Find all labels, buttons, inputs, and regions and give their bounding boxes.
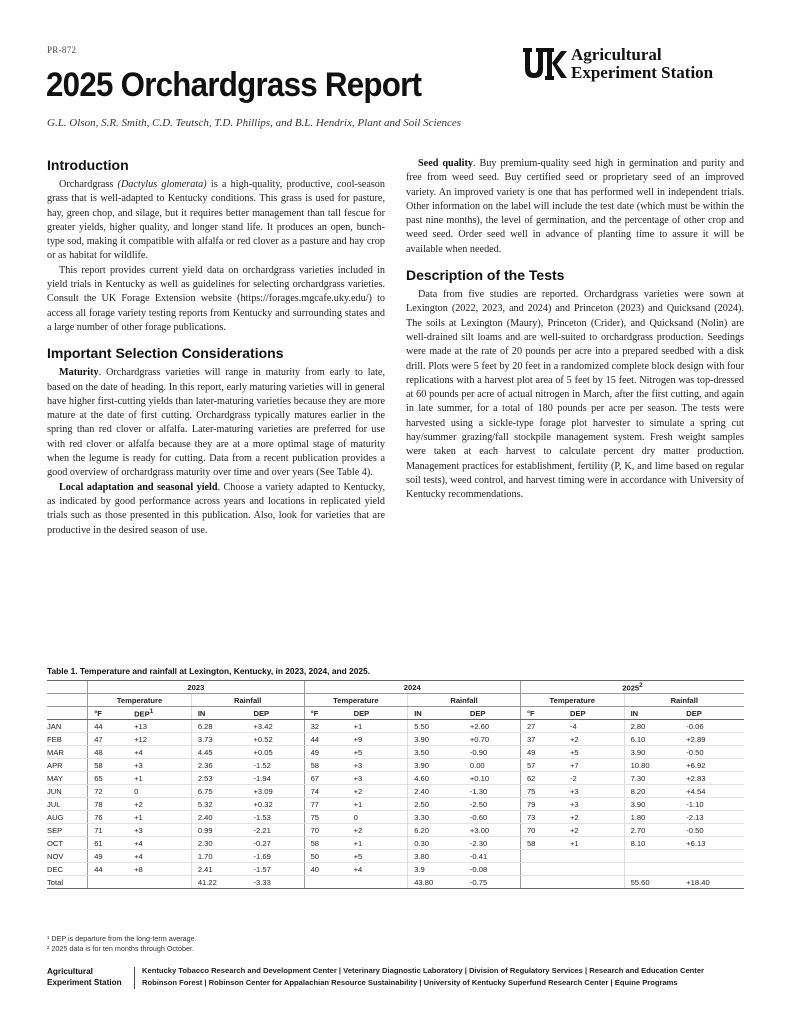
rain-dep-cell: -2.21 xyxy=(248,824,305,837)
temp-f-cell: 47 xyxy=(88,733,128,746)
rain-in-cell: 43.80 xyxy=(408,876,464,889)
rain-dep-cell: -0.27 xyxy=(248,837,305,850)
temp-f-cell: 70 xyxy=(304,824,348,837)
rain-in-cell: 3.50 xyxy=(408,746,464,759)
rain-dep-cell: -1.94 xyxy=(248,772,305,785)
temp-dep-cell: +8 xyxy=(128,863,191,876)
temp-dep-cell: +2 xyxy=(564,811,624,824)
rain-dep-cell: +6.13 xyxy=(680,837,744,850)
temp-f-cell: 44 xyxy=(88,720,128,733)
rain-dep-cell: -1.10 xyxy=(680,798,744,811)
rain-dep-cell: +0.10 xyxy=(464,772,521,785)
temp-dep-cell: +2 xyxy=(348,824,408,837)
group-temperature: Temperature xyxy=(88,694,192,707)
rain-dep-cell: -1.30 xyxy=(464,785,521,798)
rain-in-cell: 3.73 xyxy=(191,733,247,746)
temp-f-cell: 49 xyxy=(304,746,348,759)
rain-dep-cell: +2.89 xyxy=(680,733,744,746)
year-header-2023: 2023 xyxy=(88,681,304,694)
temp-dep-cell: +3 xyxy=(348,772,408,785)
rain-dep-cell: +0.32 xyxy=(248,798,305,811)
rain-dep-cell: -0.75 xyxy=(464,876,521,889)
uk-logo-icon xyxy=(523,46,567,82)
footer-brand-line-2: Experiment Station xyxy=(47,978,122,987)
rain-dep-cell: -0.90 xyxy=(464,746,521,759)
rain-dep-cell: +2.83 xyxy=(680,772,744,785)
temp-f-cell xyxy=(520,876,564,889)
temp-dep-cell: +3 xyxy=(564,798,624,811)
rain-in-cell: 2.40 xyxy=(408,785,464,798)
subheader-blank xyxy=(47,694,88,707)
unit-fahrenheit: °F xyxy=(88,707,128,720)
temp-f-cell: 76 xyxy=(88,811,128,824)
rain-in-cell: 3.90 xyxy=(624,746,680,759)
description-heading: Description of the Tests xyxy=(406,267,565,284)
temp-dep-cell: +4 xyxy=(128,746,191,759)
temp-dep-cell: +13 xyxy=(128,720,191,733)
temp-dep-cell: +4 xyxy=(128,850,191,863)
temp-dep-cell: -4 xyxy=(564,720,624,733)
temp-f-cell: 71 xyxy=(88,824,128,837)
rain-dep-cell: -2.50 xyxy=(464,798,521,811)
month-label: JAN xyxy=(47,720,88,733)
rain-in-cell: 3.9 xyxy=(408,863,464,876)
temp-f-cell xyxy=(520,850,564,863)
month-label: DEC xyxy=(47,863,88,876)
temp-f-cell: 27 xyxy=(520,720,564,733)
local-adaptation-paragraph xyxy=(47,481,385,538)
temp-f-cell: 40 xyxy=(304,863,348,876)
rain-in-cell: 2.53 xyxy=(191,772,247,785)
temp-dep-cell: +5 xyxy=(564,746,624,759)
rain-in-cell: 7.30 xyxy=(624,772,680,785)
table-row xyxy=(47,837,744,850)
logo-line-2: Experiment Station xyxy=(571,63,714,82)
rain-dep-cell: -1.52 xyxy=(248,759,305,772)
rain-dep-cell: -0.08 xyxy=(464,863,521,876)
rain-dep-cell: -0.50 xyxy=(680,746,744,759)
temp-dep-cell: +1 xyxy=(348,720,408,733)
month-label: MAR xyxy=(47,746,88,759)
temp-dep-cell: 0 xyxy=(348,811,408,824)
rain-in-cell: 2.40 xyxy=(191,811,247,824)
table-row xyxy=(47,733,744,746)
page-title: 2025 Orchardgrass Report xyxy=(46,66,422,104)
temp-dep-cell xyxy=(564,850,624,863)
local-text: . Choose a variety adapted to Kentucky, as indicated by good performance across years and locations in replicated yield trials such as those presented in this publication. Also, look for varieties that are productive in the desired season of use. xyxy=(47,481,385,536)
intro-heading: Introduction xyxy=(47,157,129,173)
rain-dep-cell: -0.60 xyxy=(464,811,521,824)
group-rainfall: Rainfall xyxy=(624,694,744,707)
selection-heading: Important Selection Considerations xyxy=(47,345,284,362)
rain-dep-cell: -0.41 xyxy=(464,850,521,863)
temp-dep-cell: +1 xyxy=(564,837,624,850)
intro-paragraph-1 xyxy=(47,178,385,264)
maturity-paragraph xyxy=(47,366,385,480)
rain-dep-cell: +18.40 xyxy=(680,876,744,889)
temp-dep-cell: +2 xyxy=(128,798,191,811)
rain-dep-cell: 0.00 xyxy=(464,759,521,772)
rain-dep-cell: +3.09 xyxy=(248,785,305,798)
temp-dep-cell: +4 xyxy=(348,863,408,876)
unit-fahrenheit: °F xyxy=(304,707,348,720)
rain-dep-cell: -1.53 xyxy=(248,811,305,824)
group-rainfall: Rainfall xyxy=(191,694,304,707)
rain-dep-cell: +3.00 xyxy=(464,824,521,837)
unit-rain-dep: DEP xyxy=(248,707,305,720)
rain-in-cell: 2.41 xyxy=(191,863,247,876)
temp-f-cell: 77 xyxy=(304,798,348,811)
temp-f-cell: 72 xyxy=(88,785,128,798)
table-row xyxy=(47,720,744,733)
temp-f-cell: 58 xyxy=(88,759,128,772)
unit-temp-dep: DEP xyxy=(564,707,624,720)
rain-dep-cell: -0.06 xyxy=(680,720,744,733)
rain-in-cell: 8.20 xyxy=(624,785,680,798)
temp-f-cell: 67 xyxy=(304,772,348,785)
temp-dep-cell: +4 xyxy=(128,837,191,850)
temp-f-cell xyxy=(520,863,564,876)
temp-f-cell: 32 xyxy=(304,720,348,733)
rain-in-cell: 2.30 xyxy=(191,837,247,850)
maturity-label: Maturity xyxy=(59,367,99,379)
year-2025-text: 2025 xyxy=(622,683,640,693)
table-row xyxy=(47,824,744,837)
seed-label: Seed quality xyxy=(418,158,473,169)
temp-f-cell: 70 xyxy=(520,824,564,837)
rain-in-cell: 1.70 xyxy=(191,850,247,863)
intro-text-a: Orchardgrass xyxy=(59,179,118,190)
rain-in-cell: 3.90 xyxy=(408,759,464,772)
seed-text: . Buy premium-quality seed high in germination and purity and free from weed seed. Buy certified seed or proprietary seed of an improved variety. An improved variety is one that has performed well in independent trials. Other information on the label will include the test date (which must be within the past nine months), the level of germination, and the percentage of other crop and weed seed. Order seed well in advance of planting time to assure it will be available when needed. xyxy=(406,158,744,255)
footer-units-line-2: Robinson Forest | Robinson Center for Appalachian Resource Sustainability | University of Kentucky Superfund Research Center | Equine Programs xyxy=(142,978,678,987)
temp-f-cell: 61 xyxy=(88,837,128,850)
unit-rain-dep: DEP xyxy=(680,707,744,720)
month-label: JUN xyxy=(47,785,88,798)
rain-in-cell: 0.99 xyxy=(191,824,247,837)
rain-in-cell: 3.30 xyxy=(408,811,464,824)
temp-dep-cell: +7 xyxy=(564,759,624,772)
rain-dep-cell xyxy=(680,863,744,876)
temp-dep-cell xyxy=(348,876,408,889)
total-row xyxy=(47,876,744,889)
temp-dep-cell xyxy=(128,876,191,889)
month-label: NOV xyxy=(47,850,88,863)
temp-dep-cell: +3 xyxy=(128,759,191,772)
temp-f-cell: 62 xyxy=(520,772,564,785)
rain-in-cell: 6.10 xyxy=(624,733,680,746)
unit-inches: IN xyxy=(408,707,464,720)
footer-brand-line-1: Agricultural xyxy=(47,967,93,976)
rain-dep-cell: -2.13 xyxy=(680,811,744,824)
intro-paragraph-2: This report provides current yield data on orchardgrass varieties included in yield trials in Kentucky as well as guidelines for selecting orchardgrass varieties. Consult the UK Forage Extension website (https://forages.mgcafe.uky.edu/) to access all forage variety testing reports from Kentucky and surrounding states and a large number of other forage publications. xyxy=(47,264,385,333)
rain-in-cell: 6.20 xyxy=(408,824,464,837)
rain-dep-cell: +2.60 xyxy=(464,720,521,733)
rain-in-cell: 2.80 xyxy=(624,720,680,733)
temp-f-cell: 78 xyxy=(88,798,128,811)
header-blank xyxy=(47,681,88,694)
intro-text-b: is a high-quality, productive, cool-season grass that is well-adapted to Kentucky conditions. This grass is used for pasture, hay, green chop, and silage, but it requires better management than tall fescue for greater yields, higher quality, and longer stand life. It produces an open, bunch-type sod, making it compatible with alfalfa or red clover as a pasture and hay crop or as habitat for wildlife. xyxy=(47,179,385,262)
uk-ag-experiment-station-logo xyxy=(523,46,748,86)
unit-blank xyxy=(47,707,88,720)
footnote-2: ² 2025 data is for ten months through October. xyxy=(47,944,195,953)
year-header-2024: 2024 xyxy=(304,681,520,694)
rain-in-cell: 4.45 xyxy=(191,746,247,759)
temp-dep-cell: +5 xyxy=(348,746,408,759)
rain-in-cell: 5.50 xyxy=(408,720,464,733)
rain-in-cell: 1.80 xyxy=(624,811,680,824)
temp-dep-cell: +9 xyxy=(348,733,408,746)
temp-dep-cell xyxy=(564,876,624,889)
footer xyxy=(47,966,744,990)
temp-f-cell: 49 xyxy=(520,746,564,759)
temp-dep-cell: -2 xyxy=(564,772,624,785)
rain-dep-cell: -1.69 xyxy=(248,850,305,863)
temp-f-cell: 44 xyxy=(88,863,128,876)
unit-fahrenheit: °F xyxy=(520,707,564,720)
rain-dep-cell: -1.57 xyxy=(248,863,305,876)
month-label: APR xyxy=(47,759,88,772)
month-label: JUL xyxy=(47,798,88,811)
month-label: MAY xyxy=(47,772,88,785)
month-label: OCT xyxy=(47,837,88,850)
rain-in-cell: 55.60 xyxy=(624,876,680,889)
rain-dep-cell: +0.05 xyxy=(248,746,305,759)
table-row xyxy=(47,863,744,876)
unit-rain-dep: DEP xyxy=(464,707,521,720)
rain-in-cell: 41.22 xyxy=(191,876,247,889)
rain-dep-cell: +3.42 xyxy=(248,720,305,733)
temp-f-cell: 49 xyxy=(88,850,128,863)
logo-line-1: Agricultural xyxy=(571,45,662,64)
footnote-mark-2: 2 xyxy=(639,681,643,689)
temp-f-cell: 79 xyxy=(520,798,564,811)
temp-f-cell xyxy=(304,876,348,889)
rain-dep-cell: +4.54 xyxy=(680,785,744,798)
table-row xyxy=(47,759,744,772)
month-label: FEB xyxy=(47,733,88,746)
weather-table xyxy=(47,680,744,889)
temp-f-cell: 58 xyxy=(520,837,564,850)
temp-dep-cell: +1 xyxy=(348,798,408,811)
temp-f-cell: 58 xyxy=(304,837,348,850)
unit-inches: IN xyxy=(624,707,680,720)
rain-in-cell: 2.70 xyxy=(624,824,680,837)
weather-table-body xyxy=(47,720,744,889)
rain-in-cell: 5.32 xyxy=(191,798,247,811)
description-paragraph: Data from five studies are reported. Orchardgrass varieties were sown at Lexington (2022, 2023, and 2024) and Princeton (2023) and Quicksand (2024). The soils at Lexington (Maury), Princeton (Crider), and Quicksand (Nolin) are well-drained silt loams and are well-suited to orchardgrass production. Seedings were made at the rate of 20 pounds per acre into a prepared seedbed with a disk drill. Plots were 5 feet by 20 feet in a randomized complete block design with four replications with a harvest plot area of 5 feet by 15 feet. Nitrogen was top-dressed at 60 pounds per acre of actual nitrogen in March, after the first cutting, and again in late summer, for a total of 180 pounds per acre per season. The tests were harvested using a sickle-type forage plot harvester to simulate a spring cut hay/summer grazing/fall stockpile management system. Fresh weight samples were taken at each harvest to calculate percent dry matter production. Management practices for establishment, fertility (P, K, and lime based on regular soil tests), weed control, and harvest timing were in accordance with University of Kentucky recommendations. xyxy=(406,289,744,501)
temp-dep-cell: +1 xyxy=(128,772,191,785)
table-row xyxy=(47,811,744,824)
table-row xyxy=(47,798,744,811)
unit-header-row xyxy=(47,707,744,720)
rain-dep-cell: +6.92 xyxy=(680,759,744,772)
unit-inches: IN xyxy=(191,707,247,720)
maturity-text: . Orchardgrass varieties will range in maturity from early to late, based on the date of heading. In this report, early maturing varieties will in general have higher first-cutting yields than later-maturing varieties because they are more mature at the date of first cutting. Orchardgrass typically matures earlier in the spring than red clover or alfalfa. Later-maturing varieties are preferred for use with red clover or alfalfa because they are at a more optimal stage of maturity when the legume is ready for cutting. Data from a recent publication provides a good overview of orchardgrass maturity over time and over years (See Table 4). xyxy=(47,367,385,479)
rain-in-cell: 2.50 xyxy=(408,798,464,811)
latin-name: (Dactylus glomerata) xyxy=(117,179,207,190)
right-column xyxy=(406,157,744,503)
temp-f-cell: 50 xyxy=(304,850,348,863)
footer-brand xyxy=(47,966,122,988)
temp-f-cell: 48 xyxy=(88,746,128,759)
temp-f-cell: 74 xyxy=(304,785,348,798)
temp-dep-cell: +3 xyxy=(564,785,624,798)
rain-in-cell: 6.75 xyxy=(191,785,247,798)
temp-dep-cell: +3 xyxy=(128,824,191,837)
temp-f-cell: 65 xyxy=(88,772,128,785)
temp-f-cell: 73 xyxy=(520,811,564,824)
temp-dep-cell xyxy=(564,863,624,876)
temp-f-cell: 75 xyxy=(520,785,564,798)
month-label: SEP xyxy=(47,824,88,837)
year-header-2025 xyxy=(520,681,744,694)
temp-dep-cell: +12 xyxy=(128,733,191,746)
temp-dep-cell: +5 xyxy=(348,850,408,863)
rain-in-cell: 8.10 xyxy=(624,837,680,850)
seed-quality-paragraph xyxy=(406,157,744,257)
logo-wordmark xyxy=(571,46,713,82)
temp-dep-cell: +3 xyxy=(348,759,408,772)
temp-f-cell: 58 xyxy=(304,759,348,772)
rain-in-cell: 3.90 xyxy=(624,798,680,811)
rain-dep-cell: +0.52 xyxy=(248,733,305,746)
left-column xyxy=(47,157,385,538)
rain-in-cell: 4.60 xyxy=(408,772,464,785)
rain-in-cell: 2.36 xyxy=(191,759,247,772)
rain-in-cell: 6.28 xyxy=(191,720,247,733)
temp-f-cell: 37 xyxy=(520,733,564,746)
temp-dep-cell: +2 xyxy=(348,785,408,798)
table-row xyxy=(47,850,744,863)
table-row xyxy=(47,785,744,798)
temp-f-cell: 44 xyxy=(304,733,348,746)
group-rainfall: Rainfall xyxy=(408,694,521,707)
month-label: Total xyxy=(47,876,88,889)
rain-dep-cell: +0.70 xyxy=(464,733,521,746)
unit-temp-dep: DEP$^1$ xyxy=(128,707,191,720)
group-temperature: Temperature xyxy=(520,694,624,707)
rain-dep-cell: -2.30 xyxy=(464,837,521,850)
footnote-mark-1: 1 xyxy=(149,707,154,715)
month-label: AUG xyxy=(47,811,88,824)
temp-dep-cell: +1 xyxy=(348,837,408,850)
temp-dep-cell: +2 xyxy=(564,733,624,746)
temp-f-cell: 57 xyxy=(520,759,564,772)
temp-dep-cell: +2 xyxy=(564,824,624,837)
authors-line: G.L. Olson, S.R. Smith, C.D. Teutsch, T.D. Phillips, and B.L. Hendrix, Plant and Soil Sciences xyxy=(47,117,462,129)
footnote-1: ¹ DEP is departure from the long-term average. xyxy=(47,934,197,943)
table-row xyxy=(47,746,744,759)
table-caption: Table 1. Temperature and rainfall at Lexington, Kentucky, in 2023, 2024, and 2025. xyxy=(47,666,371,676)
rain-in-cell: 10.80 xyxy=(624,759,680,772)
group-temperature: Temperature xyxy=(304,694,408,707)
footer-units-line-1: Kentucky Tobacco Research and Development Center | Veterinary Diagnostic Laboratory | Division of Regulatory Services | Research and Education Center xyxy=(142,966,705,975)
publication-code: PR-872 xyxy=(47,45,77,55)
table-row xyxy=(47,772,744,785)
temp-f-cell xyxy=(88,876,128,889)
rain-in-cell: 3.90 xyxy=(408,733,464,746)
footer-divider xyxy=(134,967,135,989)
temp-dep-cell: 0 xyxy=(128,785,191,798)
rain-in-cell: 0.30 xyxy=(408,837,464,850)
local-label: Local adaptation and seasonal yield xyxy=(59,481,218,493)
temp-dep-cell: +1 xyxy=(128,811,191,824)
rain-dep-cell: -0.50 xyxy=(680,824,744,837)
temp-f-cell: 75 xyxy=(304,811,348,824)
rain-in-cell: 3.80 xyxy=(408,850,464,863)
rain-dep-cell xyxy=(680,850,744,863)
rain-in-cell xyxy=(624,850,680,863)
rain-in-cell xyxy=(624,863,680,876)
rain-dep-cell: -3.33 xyxy=(248,876,305,889)
unit-temp-dep: DEP xyxy=(348,707,408,720)
